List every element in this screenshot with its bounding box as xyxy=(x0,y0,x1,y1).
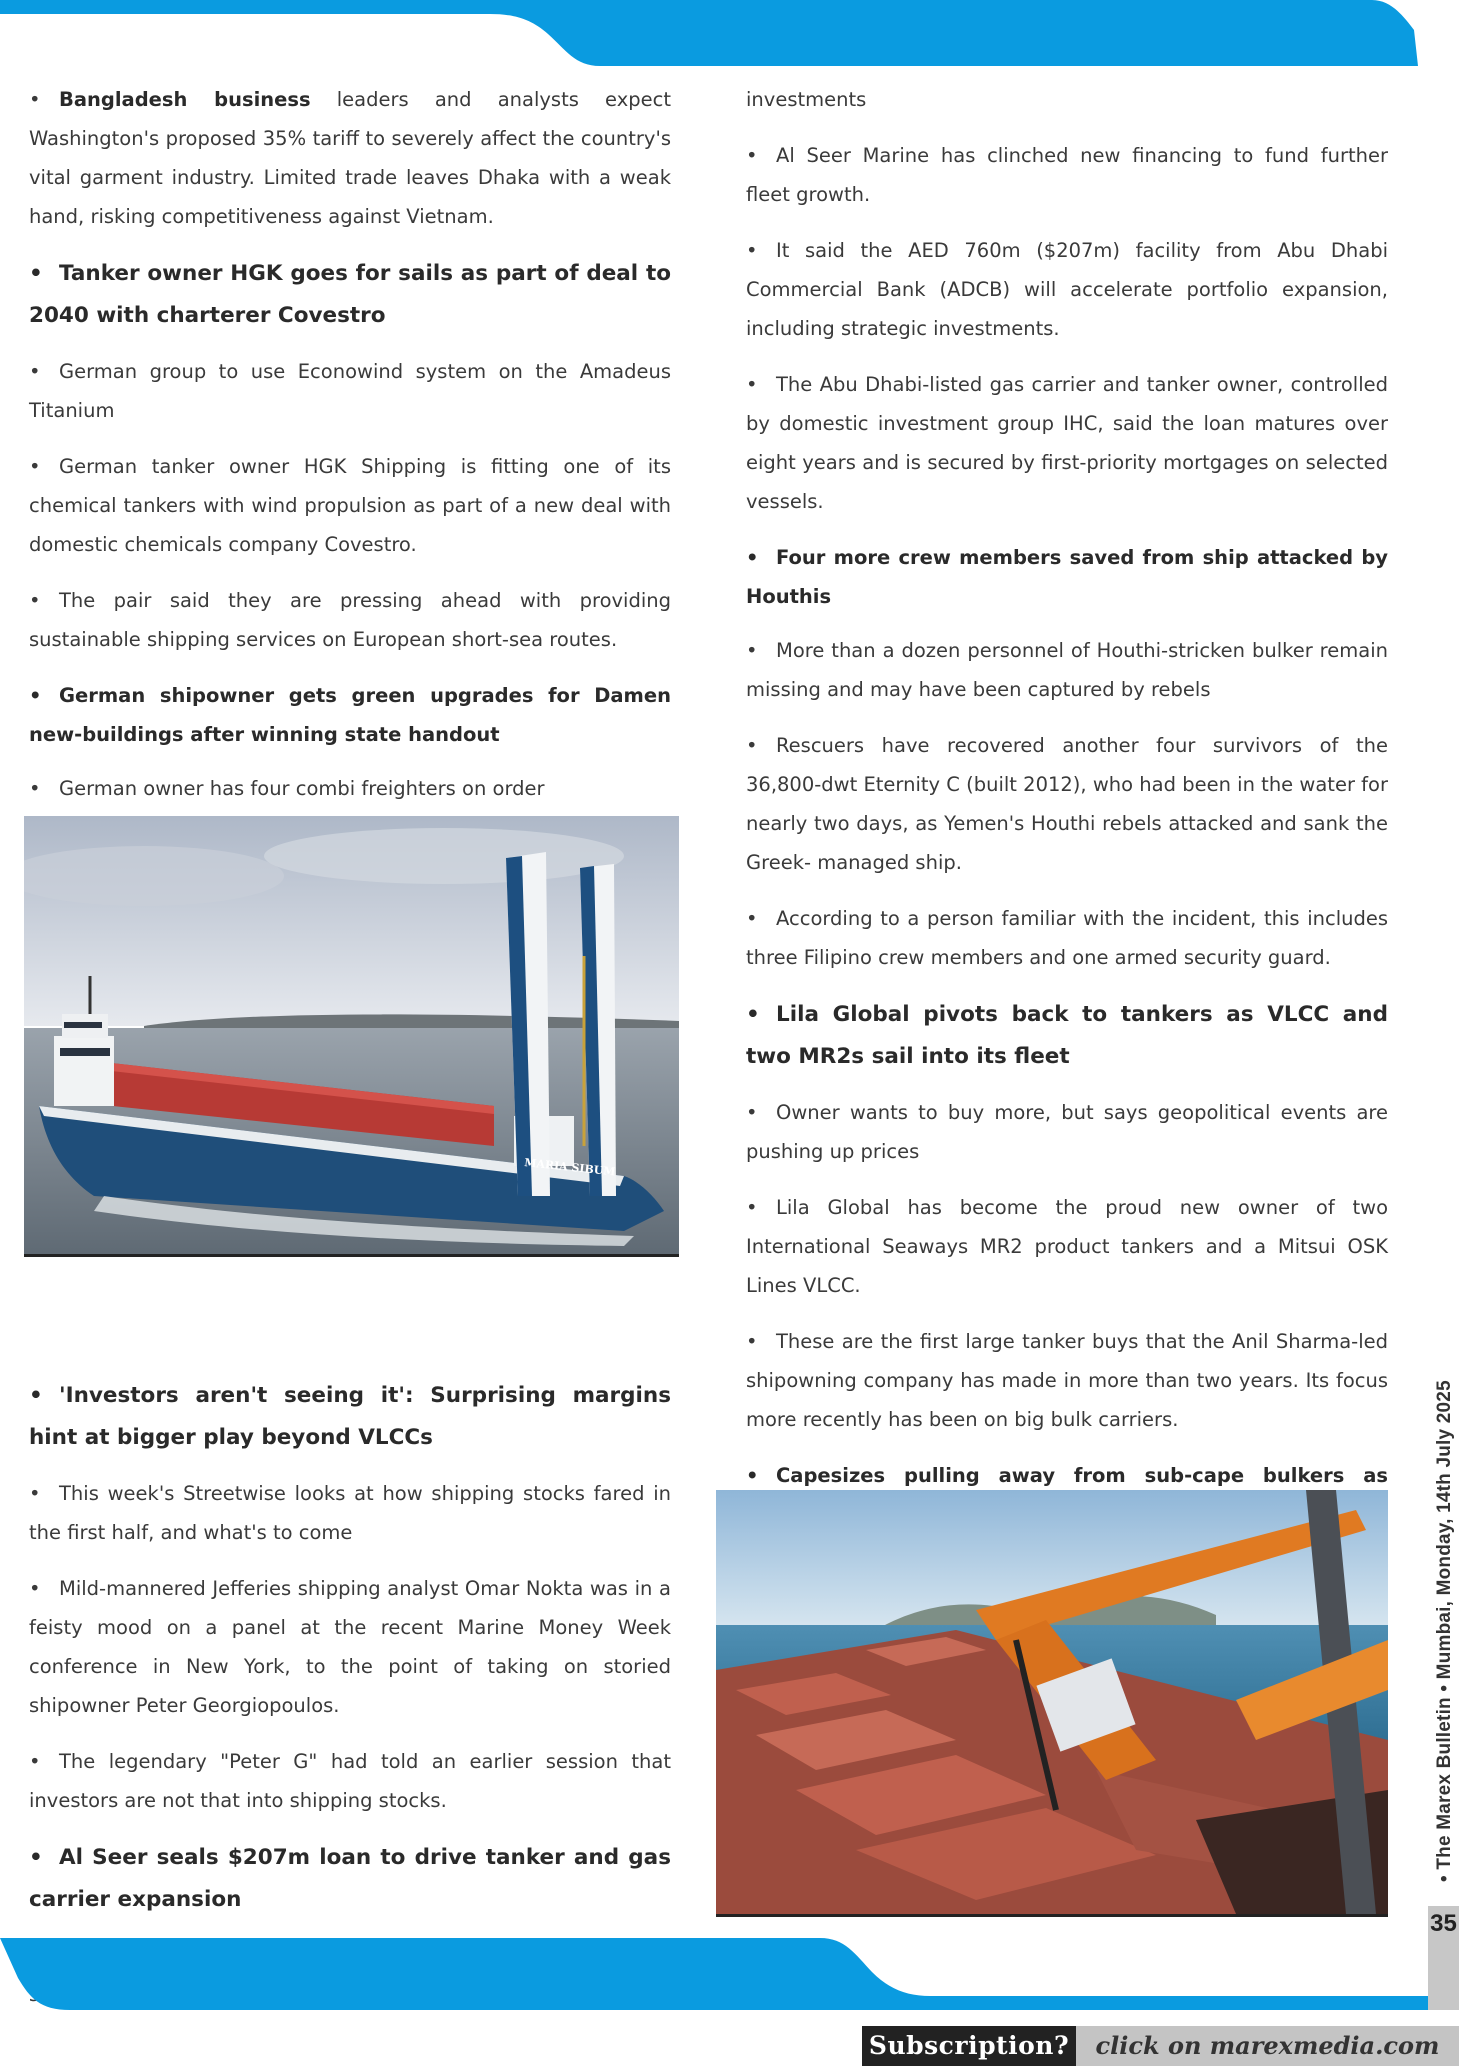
headline-hgk: • Tanker owner HGK goes for sails as part of deal to 2040 with charterer Covestro xyxy=(29,253,671,337)
bottom-banner xyxy=(0,1938,1459,2010)
paragraph: •Lila Global has become the proud new owner of two International Seaways MR2 product tankers and a Mitsui OSK Lines VLCC. xyxy=(746,1188,1388,1305)
headline-al-seer: • Al Seer seals $207m loan to drive tanker and gas carrier expansion xyxy=(29,1845,671,1912)
ship-name-text: MARIA SIBUM xyxy=(523,1156,617,1179)
headline-investors: • 'Investors aren't seeing it': Surprising margins hint at bigger play beyond VLCCs xyxy=(29,1383,671,1450)
paragraph: •This week's Streetwise looks at how shipping stocks fared in the first half, and what's to come xyxy=(29,1474,671,1552)
paragraph: •The legendary "Peter G" had told an earlier session that investors are not that into shipping stocks. xyxy=(29,1742,671,1820)
page-number: 35 xyxy=(1430,1910,1457,1937)
paragraph: •It said the AED 760m ($207m) facility from Abu Dhabi Commercial Bank (ADCB) will accelerate portfolio expansion, including strategic investments. xyxy=(746,231,1388,348)
right-column xyxy=(746,80,1388,1644)
bulker-illustration xyxy=(716,1490,1388,1914)
paragraph-bangladesh xyxy=(29,80,671,236)
paragraph: •The pair said they are pressing ahead with providing sustainable shipping services on European short-sea routes. xyxy=(29,581,671,659)
paragraph: •According to a person familiar with the incident, this includes three Filipino crew members and one armed security guard. xyxy=(746,899,1388,977)
headline-lila: • Lila Global pivots back to tankers as VLCC and two MR2s sail into its fleet xyxy=(746,1002,1388,1069)
bulker-loading-photo xyxy=(716,1490,1388,1917)
marexmedia-link[interactable]: click on marexmedia.com xyxy=(1076,2026,1459,2066)
ship-with-sails-photo xyxy=(24,816,679,1257)
continued-text: investments xyxy=(746,88,867,111)
bullet: • xyxy=(29,261,43,286)
bullet xyxy=(29,80,59,119)
paragraph: •Mild-mannered Jefferies shipping analyst Omar Nokta was in a feisty mood on a panel at the recent Marine Money Week conference in New York, to the point of taking on storied shipowner Peter Georgiopoulos. xyxy=(29,1569,671,1725)
ship-illustration xyxy=(24,816,679,1254)
paragraph: •Al Seer Marine has clinched new financing to fund further fleet growth. xyxy=(746,136,1388,214)
paragraph: •German owner has four combi freighters on order xyxy=(29,769,671,808)
subscription-label: Subscription? xyxy=(862,2026,1076,2066)
headline-houthis: • Four more crew members saved from ship attacked by Houthis xyxy=(746,546,1388,608)
lead-text: leaders and analysts expect Washington's proposed 35% tariff to severely affect the country's vital garment industry. Limited trade leaves Dhaka with a weak hand, risking competitiveness against Vietnam. xyxy=(29,88,671,228)
paragraph: •These are the first large tanker buys that the Anil Sharma-led shipowning company has made in more than two years. Its focus more recently has been on big bulk carriers. xyxy=(746,1322,1388,1439)
paragraph: •German tanker owner HGK Shipping is fitting one of its chemical tankers with wind propulsion as part of a new deal with domestic chemicals company Covestro. xyxy=(29,447,671,564)
paragraph: •More than a dozen personnel of Houthi-stricken bulker remain missing and may have been captured by rebels xyxy=(746,631,1388,709)
paragraph: •German group to use Econowind system on the Amadeus Titanium xyxy=(29,352,671,430)
lead-bold: Bangladesh business xyxy=(59,88,311,111)
headline-capesizes: • Capesizes pulling away from sub-cape bulkers as xyxy=(746,1464,1388,1487)
top-banner xyxy=(0,0,1459,70)
headline-damen: • German shipowner gets green upgrades for Damen new-buildings after winning state handout xyxy=(29,684,671,746)
paragraph: •Owner wants to buy more, but says geopolitical events are pushing up prices xyxy=(746,1093,1388,1171)
paragraph: •The Abu Dhabi-listed gas carrier and tanker owner, controlled by domestic investment group IHC, said the loan matures over eight years and is secured by first-priority mortgages on selected vessels. xyxy=(746,365,1388,521)
paragraph: •Rescuers have recovered another four survivors of the 36,800-dwt Eternity C (built 2012), who had been in the water for nearly two days, as Yemen's Houthi rebels attacked and sank the Greek- managed ship. xyxy=(746,726,1388,882)
